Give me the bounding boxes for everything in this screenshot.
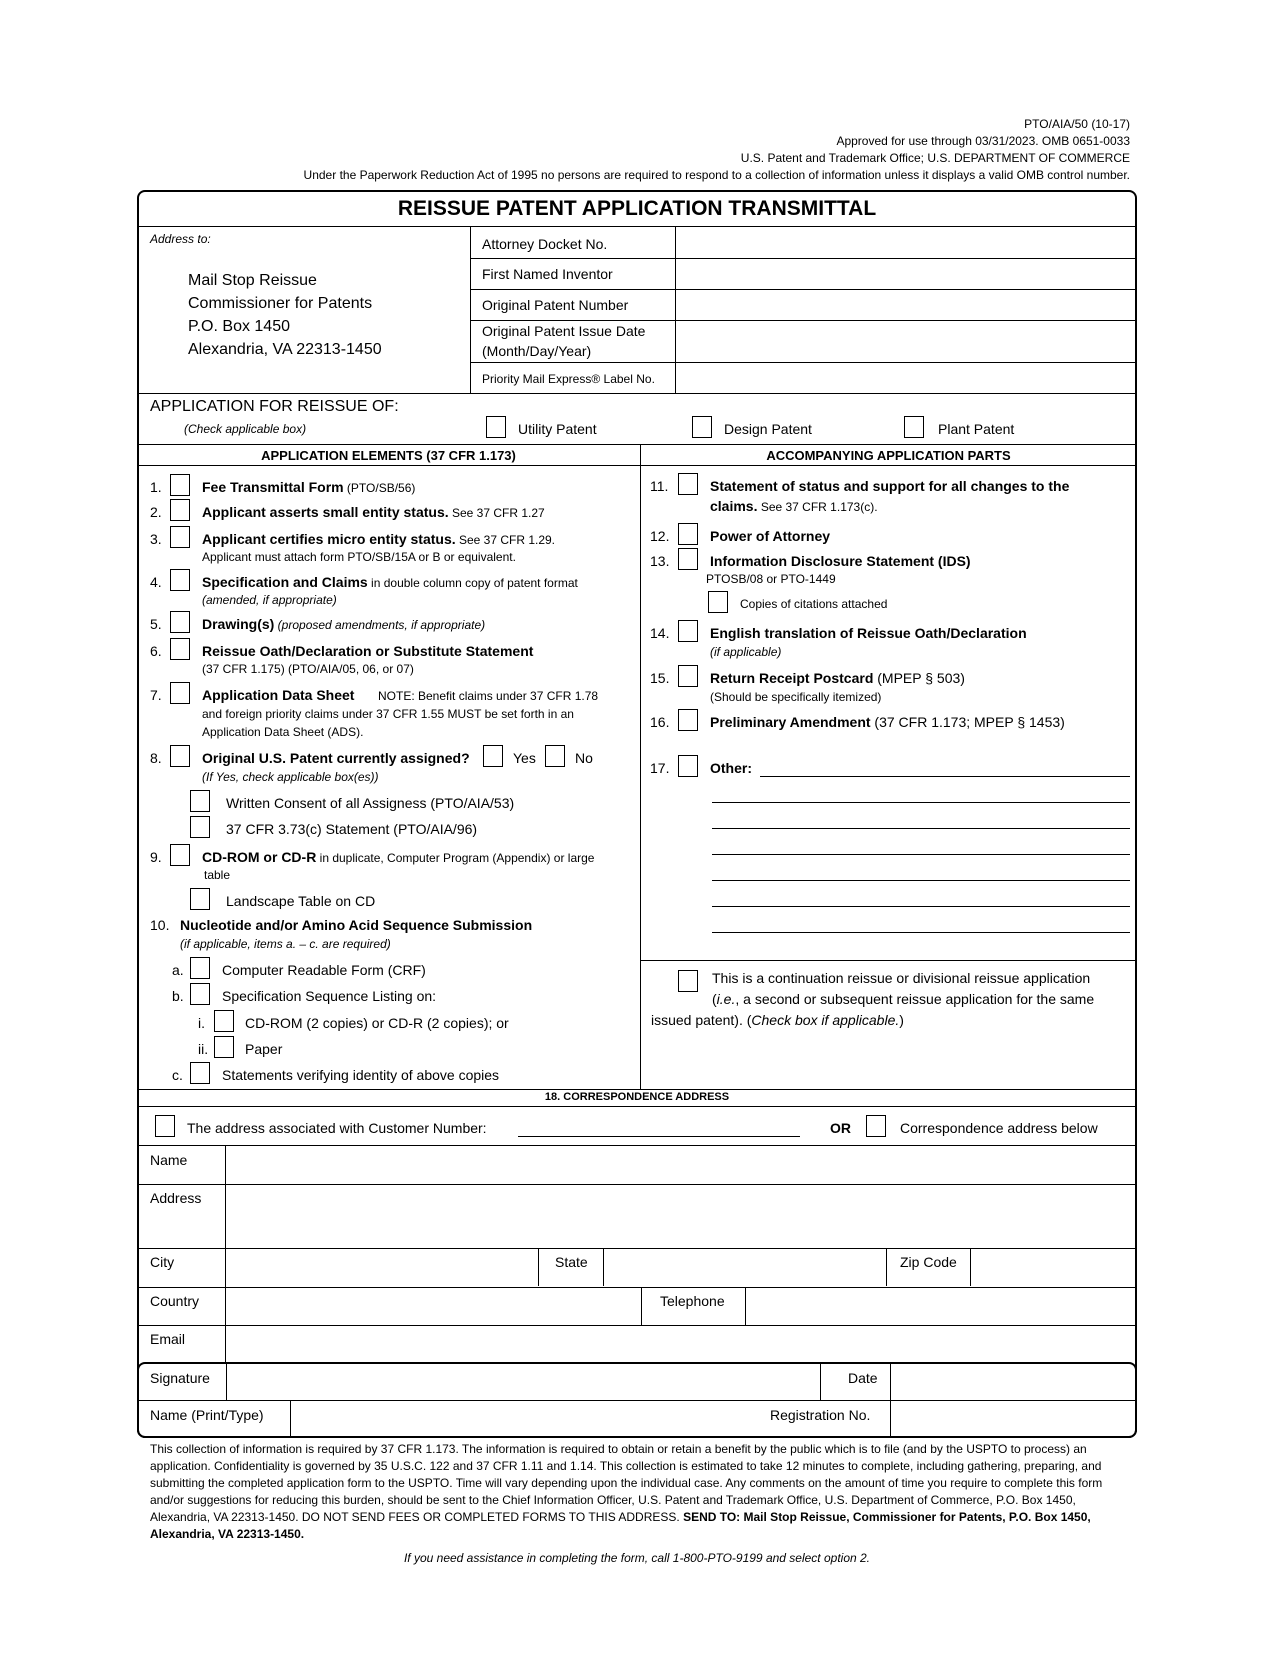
- address-field-label: Address: [150, 1190, 202, 1206]
- item-number: 1.: [150, 479, 162, 495]
- micro-entity-checkbox[interactable]: [170, 526, 190, 548]
- oath-label: Reissue Oath/Declaration or Substitute Statement: [202, 643, 534, 659]
- address-below-label: Correspondence address below: [900, 1120, 1098, 1136]
- left-column-heading: APPLICATION ELEMENTS (37 CFR 1.173): [261, 448, 516, 463]
- seq-paper-checkbox[interactable]: [214, 1036, 234, 1058]
- telephone-label: Telephone: [660, 1293, 725, 1309]
- seq-cdrom-checkbox[interactable]: [214, 1010, 234, 1032]
- priority-mail-field[interactable]: [677, 364, 1135, 392]
- item-roman: i.: [198, 1015, 205, 1031]
- address-line-4: Alexandria, VA 22313-1450: [188, 341, 382, 358]
- postcard-label: Return Receipt Postcard (MPEP § 503): [710, 670, 965, 686]
- item-number: 3.: [150, 531, 162, 547]
- sequence-label: Nucleotide and/or Amino Acid Sequence Submission: [180, 917, 533, 933]
- address-line-2: Commissioner for Patents: [188, 295, 373, 312]
- item-number: 16.: [650, 714, 670, 730]
- form-number: PTO/AIA/50 (10-17): [1024, 117, 1130, 131]
- cfr-statement-label: 37 CFR 3.73(c) Statement (PTO/AIA/96): [226, 821, 478, 837]
- item-number: 9.: [150, 849, 162, 865]
- identity-statement-label: Statements verifying identity of above copies: [222, 1067, 500, 1083]
- other-line-5[interactable]: [712, 880, 1130, 881]
- preliminary-amendment-checkbox[interactable]: [678, 709, 698, 731]
- ads-note: NOTE: Benefit claims under 37 CFR 1.78: [378, 689, 599, 703]
- continuation-text-1: This is a continuation reissue or divisional reissue application: [712, 970, 1091, 986]
- inventor-label: First Named Inventor: [482, 266, 613, 282]
- postcard-checkbox[interactable]: [678, 665, 698, 687]
- assigned-yes-checkbox[interactable]: [483, 745, 503, 767]
- continuation-text-2: (i.e., a second or subsequent reissue application for the same: [712, 991, 1095, 1007]
- customer-number-checkbox[interactable]: [155, 1115, 175, 1137]
- crf-checkbox[interactable]: [190, 957, 210, 979]
- address-label: Address to:: [150, 232, 211, 246]
- address-below-checkbox[interactable]: [866, 1115, 886, 1137]
- seq-listing-checkbox[interactable]: [190, 983, 210, 1005]
- email-field[interactable]: [227, 1327, 1135, 1361]
- paperwork-notice: Under the Paperwork Reduction Act of 1995 no persons are required to respond to a collection of information unless it displays a valid OMB control number.: [303, 168, 1130, 182]
- micro-entity-label: Applicant certifies micro entity status. See 37 CFR 1.29.: [202, 531, 556, 547]
- item-letter: c.: [172, 1067, 183, 1083]
- patent-number-label: Original Patent Number: [482, 297, 629, 313]
- ads-note-3: Application Data Sheet (ADS).: [202, 725, 364, 739]
- drawings-checkbox[interactable]: [170, 611, 190, 633]
- oath-note: (37 CFR 1.175) (PTO/AIA/05, 06, or 07): [202, 662, 414, 676]
- right-column-heading: ACCOMPANYING APPLICATION PARTS: [766, 448, 1011, 463]
- patent-number-field[interactable]: [677, 291, 1135, 319]
- ads-label: Application Data Sheet: [202, 687, 355, 703]
- other-line-1[interactable]: [760, 776, 1130, 777]
- fee-transmittal-checkbox[interactable]: [170, 474, 190, 496]
- approval-notice: Approved for use through 03/31/2023. OMB 0651-0033: [836, 134, 1130, 148]
- specification-checkbox[interactable]: [170, 569, 190, 591]
- design-checkbox[interactable]: [692, 416, 712, 438]
- micro-entity-note: Applicant must attach form PTO/SB/15A or B or equivalent.: [202, 550, 516, 564]
- item-letter: b.: [172, 988, 184, 1004]
- sequence-note: (if applicable, items a. – c. are required): [180, 937, 391, 951]
- design-label: Design Patent: [724, 421, 812, 437]
- seq-paper-label: Paper: [245, 1041, 283, 1057]
- date-field[interactable]: [892, 1364, 1135, 1400]
- assigned-no-checkbox[interactable]: [545, 745, 565, 767]
- item-number: 15.: [650, 670, 670, 686]
- docket-label: Attorney Docket No.: [482, 236, 608, 252]
- registration-label: Registration No.: [770, 1407, 871, 1423]
- postcard-note: (Should be specifically itemized): [710, 690, 882, 704]
- address-field[interactable]: [227, 1186, 1135, 1246]
- poa-label: Power of Attorney: [710, 528, 831, 544]
- signature-field[interactable]: [228, 1364, 818, 1400]
- ads-checkbox[interactable]: [170, 682, 190, 704]
- assistance-note: If you need assistance in completing the form, call 1-800-PTO-9199 and select option 2.: [403, 1551, 871, 1565]
- item-number: 7.: [150, 687, 162, 703]
- zip-field[interactable]: [972, 1250, 1135, 1286]
- item-number: 12.: [650, 528, 670, 544]
- address-line-1: Mail Stop Reissue: [188, 272, 317, 289]
- burden-statement: This collection of information is required by 37 CFR 1.173. The information is required to obtain or retain a benefit by the public which is to file (and by the USPTO to process) an application. Confidentiality is governed by 35 U.S.C. 122 and 37 CFR 1.11 and 1.14. This collection is estimated to take 12 minutes to complete, including gathering, preparing, and submitting the completed application form to the USPTO. Time will vary depending upon the individual case. Any comments on the amount of time you require to complete this form and/or suggestions for reducing this burden, should be sent to the Chief Information Officer, U.S. Patent and Trademark Office, U.S. Department of Commerce, P.O. Box 1450, Alexandria, VA 22313-1450. DO NOT SEND FEES OR COMPLETED FORMS TO THIS ADDRESS. SEND TO: Mail Stop Reissue, Commissioner for Patents, P.O. Box 1450, Alexandria, VA 22313-1450.: [150, 1442, 1103, 1541]
- signature-label: Signature: [150, 1370, 210, 1386]
- status-support-label-2: claims. See 37 CFR 1.173(c).: [710, 498, 878, 514]
- utility-label: Utility Patent: [518, 421, 597, 437]
- ids-label: Information Disclosure Statement (IDS): [710, 553, 971, 569]
- telephone-field[interactable]: [747, 1289, 1135, 1325]
- item-number: 4.: [150, 574, 162, 590]
- small-entity-label: Applicant asserts small entity status. See 37 CFR 1.27: [202, 504, 545, 520]
- cdrom-label: CD-ROM or CD-R in duplicate, Computer Program (Appendix) or large: [202, 849, 595, 865]
- poa-checkbox[interactable]: [678, 523, 698, 545]
- cfr-statement-checkbox[interactable]: [190, 816, 210, 838]
- reissue-hint: (Check applicable box): [184, 422, 307, 436]
- address-line-3: P.O. Box 1450: [188, 318, 290, 335]
- landscape-table-label: Landscape Table on CD: [226, 893, 376, 909]
- ads-note-2: and foreign priority claims under 37 CFR 1.55 MUST be set forth in an: [202, 707, 574, 721]
- country-field[interactable]: [227, 1289, 640, 1325]
- or-label: OR: [830, 1120, 851, 1136]
- city-label: City: [150, 1254, 175, 1270]
- citations-label: Copies of citations attached: [740, 597, 888, 611]
- issue-date-label: Original Patent Issue Date: [482, 323, 646, 339]
- item-number: 14.: [650, 625, 670, 641]
- fee-transmittal-label: Fee Transmittal Form (PTO/SB/56): [202, 479, 416, 495]
- customer-number-label: The address associated with Customer Number:: [187, 1120, 487, 1136]
- item-number: 13.: [650, 553, 670, 569]
- utility-checkbox[interactable]: [486, 416, 506, 438]
- item-number: 10.: [150, 917, 170, 933]
- status-support-label: Statement of status and support for all changes to the: [710, 478, 1070, 494]
- item-number: 8.: [150, 750, 162, 766]
- assigned-no-label: No: [575, 750, 593, 766]
- item-letter: a.: [172, 962, 184, 978]
- preliminary-amendment-label: Preliminary Amendment (37 CFR 1.173; MPEP § 1453): [710, 714, 1065, 730]
- status-support-checkbox[interactable]: [678, 473, 698, 495]
- item-number: 11.: [650, 478, 669, 494]
- other-line-2[interactable]: [712, 802, 1130, 803]
- ids-note: PTOSB/08 or PTO-1449: [706, 572, 836, 586]
- state-label: State: [555, 1254, 588, 1270]
- cdrom-note: table: [204, 868, 231, 882]
- written-consent-checkbox[interactable]: [190, 790, 210, 812]
- other-line-4[interactable]: [712, 854, 1130, 855]
- issue-date-format: (Month/Day/Year): [482, 343, 592, 359]
- print-name-label: Name (Print/Type): [150, 1407, 264, 1423]
- issue-date-field[interactable]: [677, 322, 1135, 361]
- inventor-field[interactable]: [677, 260, 1135, 288]
- agency-line: U.S. Patent and Trademark Office; U.S. DEPARTMENT OF COMMERCE: [740, 151, 1130, 165]
- continuation-text-3: issued patent). (Check box if applicable.): [651, 1012, 904, 1028]
- email-label: Email: [150, 1331, 186, 1347]
- other-line-6[interactable]: [712, 906, 1130, 907]
- docket-field[interactable]: [677, 228, 1135, 257]
- landscape-table-checkbox[interactable]: [190, 888, 210, 910]
- continuation-checkbox[interactable]: [678, 970, 698, 992]
- city-field[interactable]: [227, 1250, 537, 1286]
- assigned-checkbox[interactable]: [170, 745, 190, 767]
- oath-checkbox[interactable]: [170, 638, 190, 660]
- country-label: Country: [150, 1293, 200, 1309]
- written-consent-label: Written Consent of all Assigness (PTO/AIA/53): [226, 795, 515, 811]
- correspondence-heading: 18. CORRESPONDENCE ADDRESS: [544, 1091, 730, 1103]
- crf-label: Computer Readable Form (CRF): [222, 962, 426, 978]
- assigned-yes-label: Yes: [513, 750, 536, 766]
- other-label: Other:: [710, 760, 752, 776]
- registration-field[interactable]: [892, 1402, 1135, 1436]
- date-label: Date: [848, 1370, 878, 1386]
- specification-label: Specification and Claims in double column copy of patent format: [202, 574, 578, 590]
- item-roman: ii.: [198, 1041, 209, 1057]
- identity-statement-checkbox[interactable]: [190, 1062, 210, 1084]
- state-field[interactable]: [605, 1250, 885, 1286]
- small-entity-checkbox[interactable]: [170, 499, 190, 521]
- drawings-label: Drawing(s) (proposed amendments, if appropriate): [202, 616, 486, 632]
- plant-label: Plant Patent: [938, 421, 1015, 437]
- other-line-3[interactable]: [712, 828, 1130, 829]
- other-line-7[interactable]: [712, 932, 1130, 933]
- assigned-note: (If Yes, check applicable box(es)): [202, 770, 379, 784]
- reissue-heading: APPLICATION FOR REISSUE OF:: [150, 398, 399, 415]
- item-number: 5.: [150, 616, 162, 632]
- item-number: 2.: [150, 504, 162, 520]
- assigned-label: Original U.S. Patent currently assigned?: [202, 750, 470, 766]
- customer-number-field[interactable]: [518, 1136, 800, 1137]
- print-name-field[interactable]: [292, 1402, 762, 1436]
- zip-label: Zip Code: [900, 1254, 957, 1270]
- translation-label: English translation of Reissue Oath/Declaration: [710, 625, 1027, 641]
- citations-checkbox[interactable]: [708, 591, 728, 613]
- name-field[interactable]: [227, 1147, 1135, 1183]
- seq-listing-label: Specification Sequence Listing on:: [222, 988, 437, 1004]
- translation-note: (if applicable): [710, 645, 782, 659]
- item-number: 17.: [650, 760, 670, 776]
- form-title: REISSUE PATENT APPLICATION TRANSMITTAL: [397, 197, 877, 220]
- ids-checkbox[interactable]: [678, 548, 698, 570]
- other-checkbox[interactable]: [678, 755, 698, 777]
- specification-note: (amended, if appropriate): [202, 593, 337, 607]
- plant-checkbox[interactable]: [904, 416, 924, 438]
- priority-mail-label: Priority Mail Express® Label No.: [482, 372, 655, 386]
- translation-checkbox[interactable]: [678, 620, 698, 642]
- cdrom-checkbox[interactable]: [170, 844, 190, 866]
- seq-cdrom-label: CD-ROM (2 copies) or CD-R (2 copies); or: [245, 1015, 509, 1031]
- name-label: Name: [150, 1152, 188, 1168]
- item-number: 6.: [150, 643, 162, 659]
